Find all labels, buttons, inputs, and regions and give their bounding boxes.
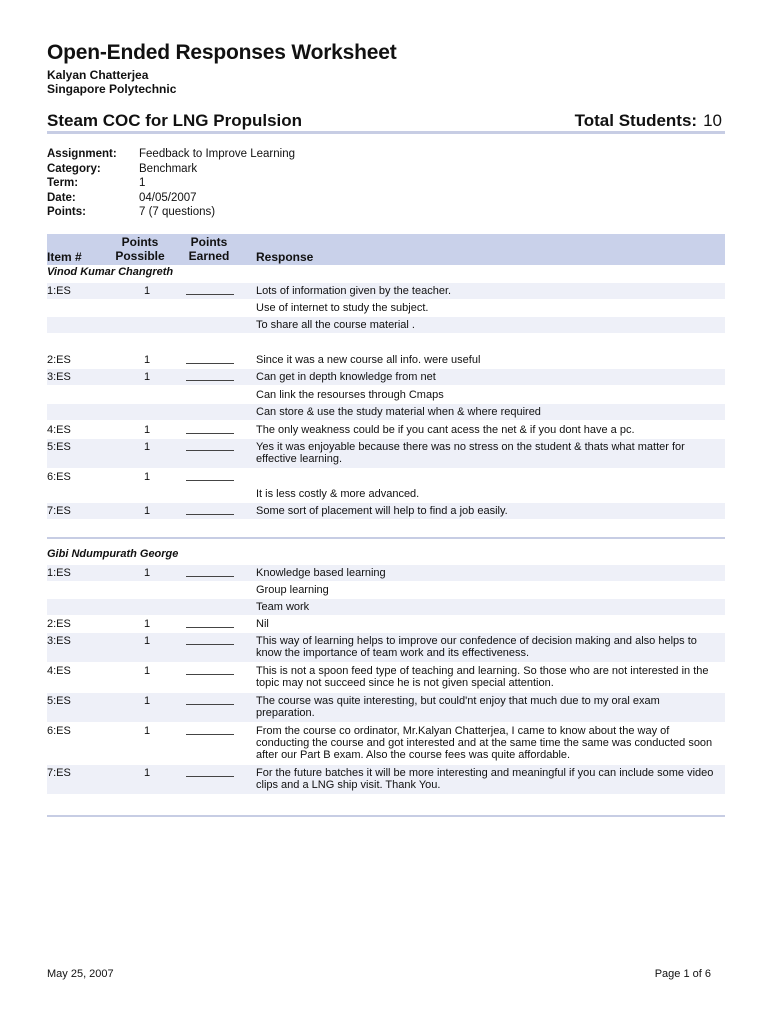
meta-row-points <box>47 206 295 221</box>
response-text: Yes it was enjoyable because there was no stress on the student & thats what matter for effective learning. <box>256 441 685 465</box>
response-text: From the course co ordinator, Mr.Kalyan Chatterjea, I came to know about the way of conducting the course and got interested and at the same time the same was conducted soon after our Part B exam. Also the course fees was quite affordable. <box>256 725 713 761</box>
points-possible: 1 <box>143 618 151 630</box>
response-text: Knowledge based learning <box>256 567 386 579</box>
item-number: 1:ES <box>47 567 71 579</box>
response-text: Use of internet to study the subject. <box>256 302 429 314</box>
student-name: Gibi Ndumpurath George <box>47 548 179 560</box>
item-number: 2:ES <box>47 618 71 630</box>
points-possible: 1 <box>143 505 151 517</box>
points-earned-blank[interactable] <box>186 635 234 645</box>
points-possible: 1 <box>143 725 151 737</box>
points-earned-blank[interactable] <box>186 567 234 577</box>
response-text: For the future batches it will be more interesting and meaningful if you can include some video clips and a LNG ship visit. Thank You. <box>256 767 714 791</box>
points-earned-blank[interactable] <box>186 354 234 364</box>
column-header-line: Points <box>121 235 159 249</box>
item-number: 6:ES <box>47 725 71 737</box>
points-earned-blank[interactable] <box>186 665 234 675</box>
points-possible: 1 <box>143 471 151 483</box>
points-possible: 1 <box>143 441 151 453</box>
response-text: Can get in depth knowledge from net <box>256 371 436 383</box>
assignment-meta <box>47 148 295 221</box>
item-number: 5:ES <box>47 441 71 453</box>
meta-row-date <box>47 192 295 207</box>
header-divider <box>47 131 725 134</box>
meta-label: Assignment: <box>47 148 117 160</box>
points-possible: 1 <box>143 665 151 677</box>
item-number: 3:ES <box>47 371 71 383</box>
response-text: Nil <box>256 618 269 630</box>
total-students-value: 10 <box>703 111 722 130</box>
item-number: 7:ES <box>47 505 71 517</box>
meta-label: Term: <box>47 177 79 189</box>
points-earned-blank[interactable] <box>186 695 234 705</box>
meta-row-term <box>47 177 295 192</box>
total-students-label: Total Students: <box>574 111 698 130</box>
footer-date: May 25, 2007 <box>47 968 114 980</box>
column-header-line: Points <box>190 235 228 249</box>
column-header-item: Item # <box>47 250 82 264</box>
meta-label: Category: <box>47 162 101 175</box>
points-earned-blank[interactable] <box>186 441 234 451</box>
response-text: To share all the course material . <box>256 319 415 331</box>
student-divider <box>47 537 725 539</box>
points-possible: 1 <box>143 635 151 647</box>
course-title: Steam COC for LNG Propulsion <box>47 111 303 130</box>
column-header-points-earned <box>179 235 239 263</box>
response-text: Some sort of placement will help to find a job easily. <box>256 505 508 517</box>
student-name: Vinod Kumar Changreth <box>47 266 174 278</box>
response-text: The only weakness could be if you cant acess the net & if you dont have a pc. <box>256 424 635 436</box>
item-number: 6:ES <box>47 471 71 483</box>
meta-row-assignment <box>47 148 295 163</box>
student-divider <box>47 815 725 817</box>
response-text: Since it was a new course all info. were useful <box>256 354 481 366</box>
points-earned-blank[interactable] <box>186 767 234 777</box>
points-possible: 1 <box>143 354 151 366</box>
meta-value: Benchmark <box>139 162 198 175</box>
item-number: 4:ES <box>47 424 71 436</box>
meta-row-category <box>47 163 295 178</box>
meta-value: 04/05/2007 <box>139 191 197 204</box>
response-text: Group learning <box>256 584 329 596</box>
points-possible: 1 <box>143 285 151 297</box>
meta-label: Date: <box>47 191 76 204</box>
points-possible: 1 <box>143 695 151 707</box>
meta-label: Points: <box>47 206 86 218</box>
points-earned-blank[interactable] <box>186 505 234 515</box>
item-number: 3:ES <box>47 635 71 647</box>
item-number: 7:ES <box>47 767 71 779</box>
response-text: Lots of information given by the teacher. <box>256 285 452 297</box>
points-earned-blank[interactable] <box>186 424 234 434</box>
item-number: 5:ES <box>47 695 71 707</box>
total-students <box>575 111 722 131</box>
organization-name: Singapore Polytechnic <box>47 82 177 96</box>
response-text: Team work <box>256 601 310 613</box>
points-possible: 1 <box>143 424 151 436</box>
item-number: 1:ES <box>47 285 71 297</box>
column-header-line: Possible <box>115 249 165 263</box>
points-earned-blank[interactable] <box>186 471 234 481</box>
page-number: Page 1 of 6 <box>654 968 711 980</box>
meta-value: 1 <box>139 177 146 189</box>
points-possible: 1 <box>143 567 151 579</box>
column-header-points-possible <box>110 235 170 263</box>
response-text: The course was quite interesting, but could'nt enjoy that much due to my oral exam preparation. <box>256 695 660 719</box>
item-number: 2:ES <box>47 354 71 366</box>
points-earned-blank[interactable] <box>186 725 234 735</box>
response-text: It is less costly & more advanced. <box>256 488 420 500</box>
page-title: Open-Ended Responses Worksheet <box>47 41 397 64</box>
table-header <box>47 234 725 265</box>
response-text: Can store & use the study material when & where required <box>256 406 541 418</box>
author-name: Kalyan Chatterjea <box>47 68 149 82</box>
points-earned-blank[interactable] <box>186 618 234 628</box>
points-earned-blank[interactable] <box>186 285 234 295</box>
response-text: Can link the resourses through Cmaps <box>256 389 444 401</box>
item-number: 4:ES <box>47 665 71 677</box>
column-header-response: Response <box>256 250 314 264</box>
response-text: This way of learning helps to improve our confedence of decision making and also helps to know the importance of team work and its effectiveness. <box>256 635 697 659</box>
meta-value: 7 (7 questions) <box>139 206 216 218</box>
points-possible: 1 <box>143 767 151 779</box>
response-text: This is not a spoon feed type of teaching and learning. So those who are not interested in the topic may not succeed since he is not given special attention. <box>256 665 709 689</box>
meta-value: Feedback to Improve Learning <box>139 148 295 160</box>
column-header-line: Earned <box>188 249 230 263</box>
points-possible: 1 <box>143 371 151 383</box>
points-earned-blank[interactable] <box>186 371 234 381</box>
